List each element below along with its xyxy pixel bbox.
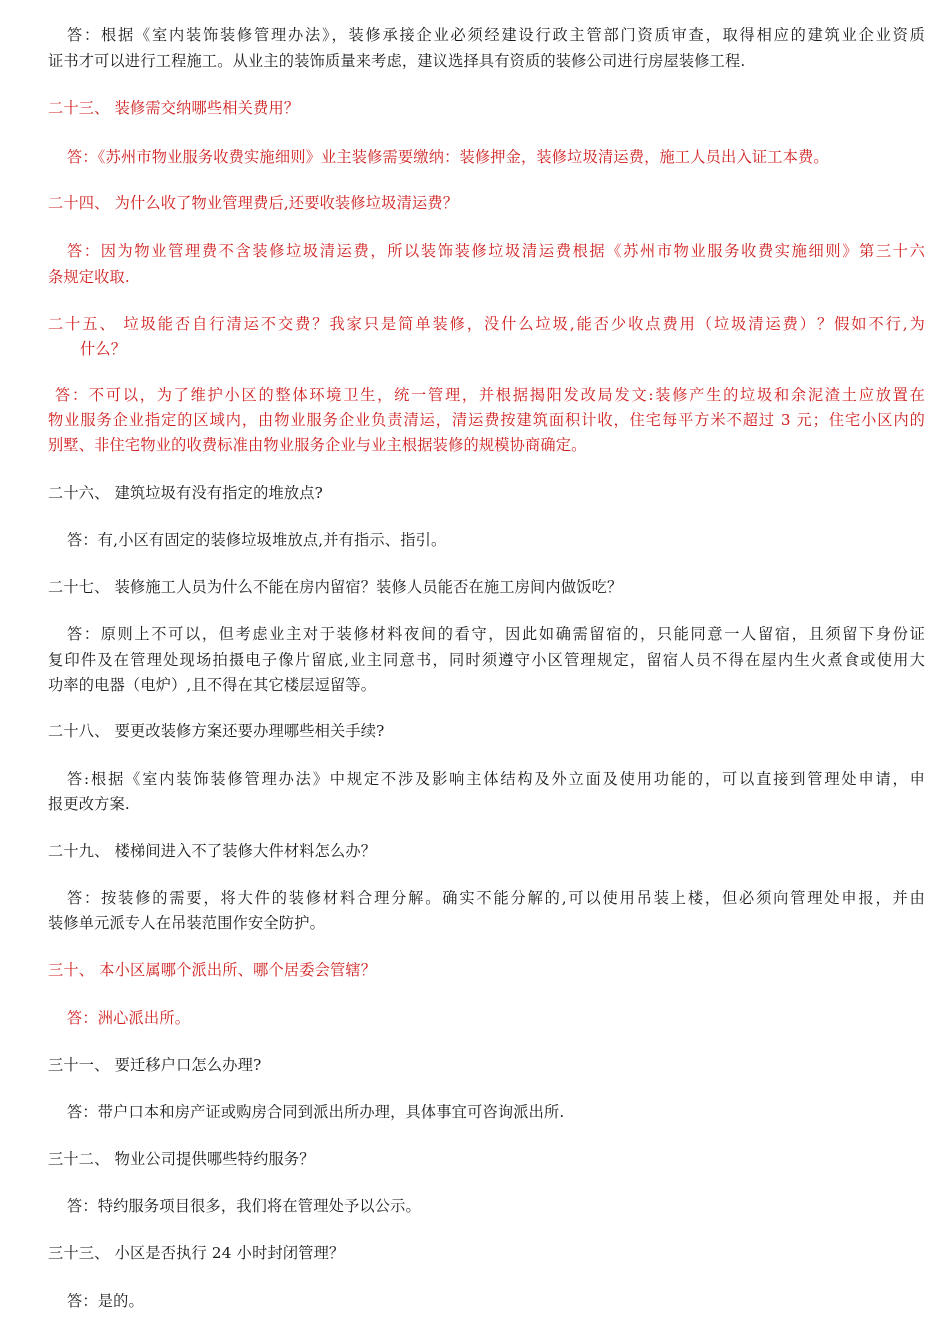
q25-question-line-2: 什么？ bbox=[80, 340, 127, 358]
q26-question: 二十六、 建筑垃圾有没有指定的堆放点? bbox=[48, 484, 323, 502]
q25-question-line-1: 二十五、 垃圾能否自行清运不交费？我家只是简单装修，没什么垃圾,能否少收点费用（垃圾清运费）？假如不行,为 bbox=[48, 315, 925, 333]
q23-answer-line-1: 答：《苏州市物业服务收费实施细则》业主装修需要缴纳：装修押金，装修垃圾清运费，施工人员出入证工本费。 bbox=[67, 148, 829, 166]
q22-answer-line-1: 答：根据《室内装饰装修管理办法》，装修承接企业必须经建设行政主管部门资质审查，取得相应的建筑业企业资质 bbox=[67, 26, 925, 44]
q23-question: 二十三、 装修需交纳哪些相关费用？ bbox=[48, 99, 300, 117]
q28-question: 二十八、 要更改装修方案还要办理哪些相关手续? bbox=[48, 722, 385, 740]
q28-answer-line-2: 报更改方案. bbox=[48, 795, 130, 813]
q31-answer-line-1: 答：带户口本和房产证或购房合同到派出所办理，具体事宜可咨询派出所. bbox=[67, 1103, 565, 1121]
q24-answer-line-2: 条规定收取. bbox=[48, 268, 130, 286]
q27-question: 二十七、 装修施工人员为什么不能在房内留宿？装修人员能否在施工房间内做饭吃？ bbox=[48, 578, 623, 596]
q30-answer-line-1: 答：洲心派出所。 bbox=[67, 1009, 191, 1027]
q25-answer-line-3: 别墅、非住宅物业的收费标准由物业服务企业与业主根据装修的规模协商确定。 bbox=[48, 436, 587, 454]
q26-answer-line-1: 答：有,小区有固定的装修垃圾堆放点,并有指示、指引。 bbox=[67, 531, 447, 549]
q29-question: 二十九、 楼梯间进入不了装修大件材料怎么办？ bbox=[48, 842, 377, 860]
q32-question: 三十二、 物业公司提供哪些特约服务？ bbox=[48, 1150, 315, 1168]
q33-answer-line-1: 答：是的。 bbox=[67, 1292, 144, 1310]
q28-answer-line-1: 答:根据《室内装饰装修管理办法》中规定不涉及影响主体结构及外立面及使用功能的，可以直接到管理处申请，申 bbox=[67, 770, 925, 788]
q29-answer-line-2: 装修单元派专人在吊装范围作安全防护。 bbox=[48, 914, 325, 932]
q25-answer-line-2: 物业服务企业指定的区域内，由物业服务企业负责清运，清运费按建筑面积计收，住宅每平方米不超过 3 元；住宅小区内的 bbox=[48, 411, 925, 429]
q24-answer-line-1: 答：因为物业管理费不含装修垃圾清运费，所以装饰装修垃圾清运费根据《苏州市物业服务收费实施细则》第三十六 bbox=[67, 242, 925, 260]
q32-answer-line-1: 答：特约服务项目很多，我们将在管理处予以公示。 bbox=[67, 1197, 421, 1215]
q27-answer-line-1: 答：原则上不可以，但考虑业主对于装修材料夜间的看守，因此如确需留宿的，只能同意一人留宿，且须留下身份证 bbox=[67, 625, 925, 643]
q25-answer-line-1: 答：不可以，为了维护小区的整体环境卫生，统一管理，并根据揭阳发改局发文:装修产生的垃圾和余泥渣土应放置在 bbox=[55, 386, 925, 404]
q31-question: 三十一、 要迁移户口怎么办理? bbox=[48, 1056, 262, 1074]
q27-answer-line-2: 复印件及在管理处现场拍摄电子像片留底,业主同意书，同时须遵守小区管理规定，留宿人员不得在屋内生火煮食或使用大 bbox=[48, 651, 925, 669]
q24-question: 二十四、 为什么收了物业管理费后,还要收装修垃圾清运费？ bbox=[48, 194, 459, 212]
q30-question: 三十、 本小区属哪个派出所、哪个居委会管辖？ bbox=[48, 961, 377, 979]
q33-question: 三十三、 小区是否执行 24 小时封闭管理？ bbox=[48, 1244, 345, 1262]
q22-answer-line-2: 证书才可以进行工程施工。从业主的装饰质量来考虑，建议选择具有资质的装修公司进行房屋装修工程. bbox=[48, 52, 746, 70]
q27-answer-line-3: 功率的电器（电炉）,且不得在其它楼层逗留等。 bbox=[48, 676, 377, 694]
q29-answer-line-1: 答：按装修的需要，将大件的装修材料合理分解。确实不能分解的,可以使用吊装上楼，但必须向管理处申报，并由 bbox=[67, 889, 925, 907]
